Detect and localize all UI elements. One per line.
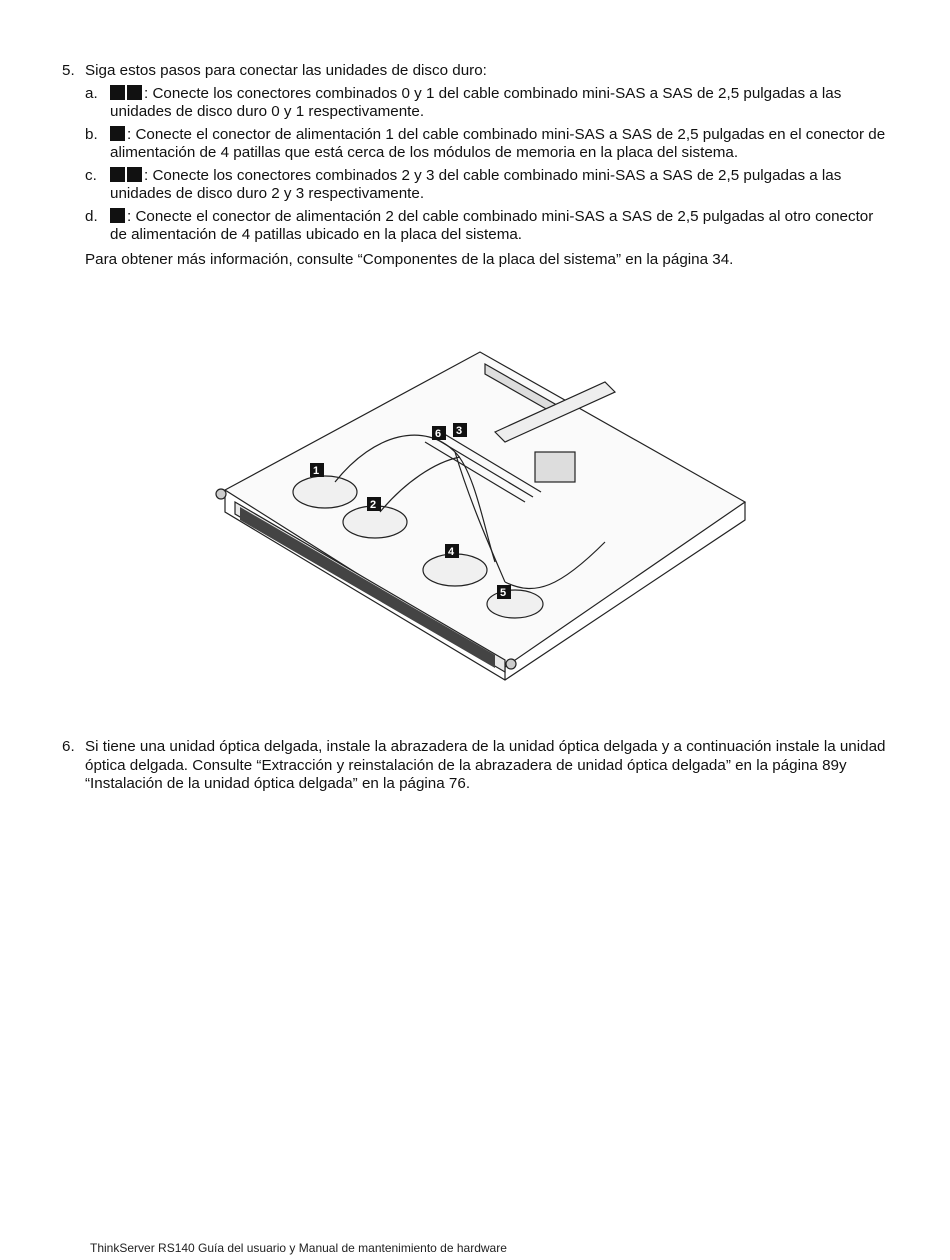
substep-text: : Conecte el conector de alimentación 2 del cable combinado mini-SAS a SAS de 2,5 pulgadas al otro conector de alimentación de 4 patillas ubicado en la placa del sistema. [110, 207, 874, 243]
substep-text: : Conecte el conector de alimentación 1 del cable combinado mini-SAS a SAS de 2,5 pulgadas en el conector de alimentación de 4 patillas que está cerca de los módulos de memoria en la placa del sistema. [110, 125, 886, 161]
svg-text:5: 5 [500, 587, 507, 599]
svg-text:3: 3 [456, 425, 463, 437]
step-intro: Siga estos pasos para conectar las unidades de disco duro: [85, 62, 487, 79]
step-number: 6. [62, 738, 75, 755]
callout-label-3 [453, 423, 467, 437]
callout-label-5 [497, 585, 511, 599]
substep-b [85, 126, 892, 163]
svg-text:2: 2 [370, 499, 377, 511]
substep-text: : Conecte los conectores combinados 2 y 3 del cable combinado mini-SAS a SAS de 2,5 pulgadas a las unidades de disco duro 2 y 3 respectivamente. [110, 166, 842, 202]
svg-text:6: 6 [435, 428, 442, 440]
substep-letter: a. [85, 84, 98, 102]
step-5 [62, 62, 892, 269]
callout-icon [110, 167, 125, 182]
callout-icon [127, 85, 142, 100]
step-6 [62, 738, 892, 794]
substep-d [85, 208, 892, 245]
callout-icon [110, 208, 125, 223]
step-number: 5. [62, 62, 75, 79]
reference-note: Para obtener más información, consulte “Componentes de la placa del sistema” en la página 34. [85, 250, 734, 268]
substep-letter: b. [85, 125, 98, 143]
callout-icon [110, 85, 125, 100]
svg-text:1: 1 [313, 465, 320, 477]
substep-text: : Conecte los conectores combinados 0 y 1 del cable combinado mini-SAS a SAS de 2,5 pulgadas a las unidades de disco duro 0 y 1 respectivamente. [110, 84, 842, 120]
callout-label-2 [367, 497, 381, 511]
substep-letter: c. [85, 166, 97, 184]
callout-label-6 [432, 426, 446, 440]
callout-label-4 [445, 544, 459, 558]
substep-a [85, 85, 892, 122]
substep-letter: d. [85, 207, 98, 225]
callout-label-1 [310, 463, 324, 477]
svg-text:4: 4 [448, 546, 455, 558]
callout-icon [127, 167, 142, 182]
callout-icon [110, 126, 125, 141]
step-text: Si tiene una unidad óptica delgada, instale la abrazadera de la unidad óptica delgada y a continuación instale la unidad óptica delgada. Consulte “Extracción y reinstalación de la abrazadera de unidad óptica delgada” en la página 89y “Instalación de la unidad óptica delgada” en la página 76. [85, 738, 886, 792]
substep-c [85, 167, 892, 204]
server-chassis-figure [205, 342, 755, 682]
page-footer: ThinkServer RS140 Guía del usuario y Manual de mantenimiento de hardware [90, 1241, 507, 1255]
